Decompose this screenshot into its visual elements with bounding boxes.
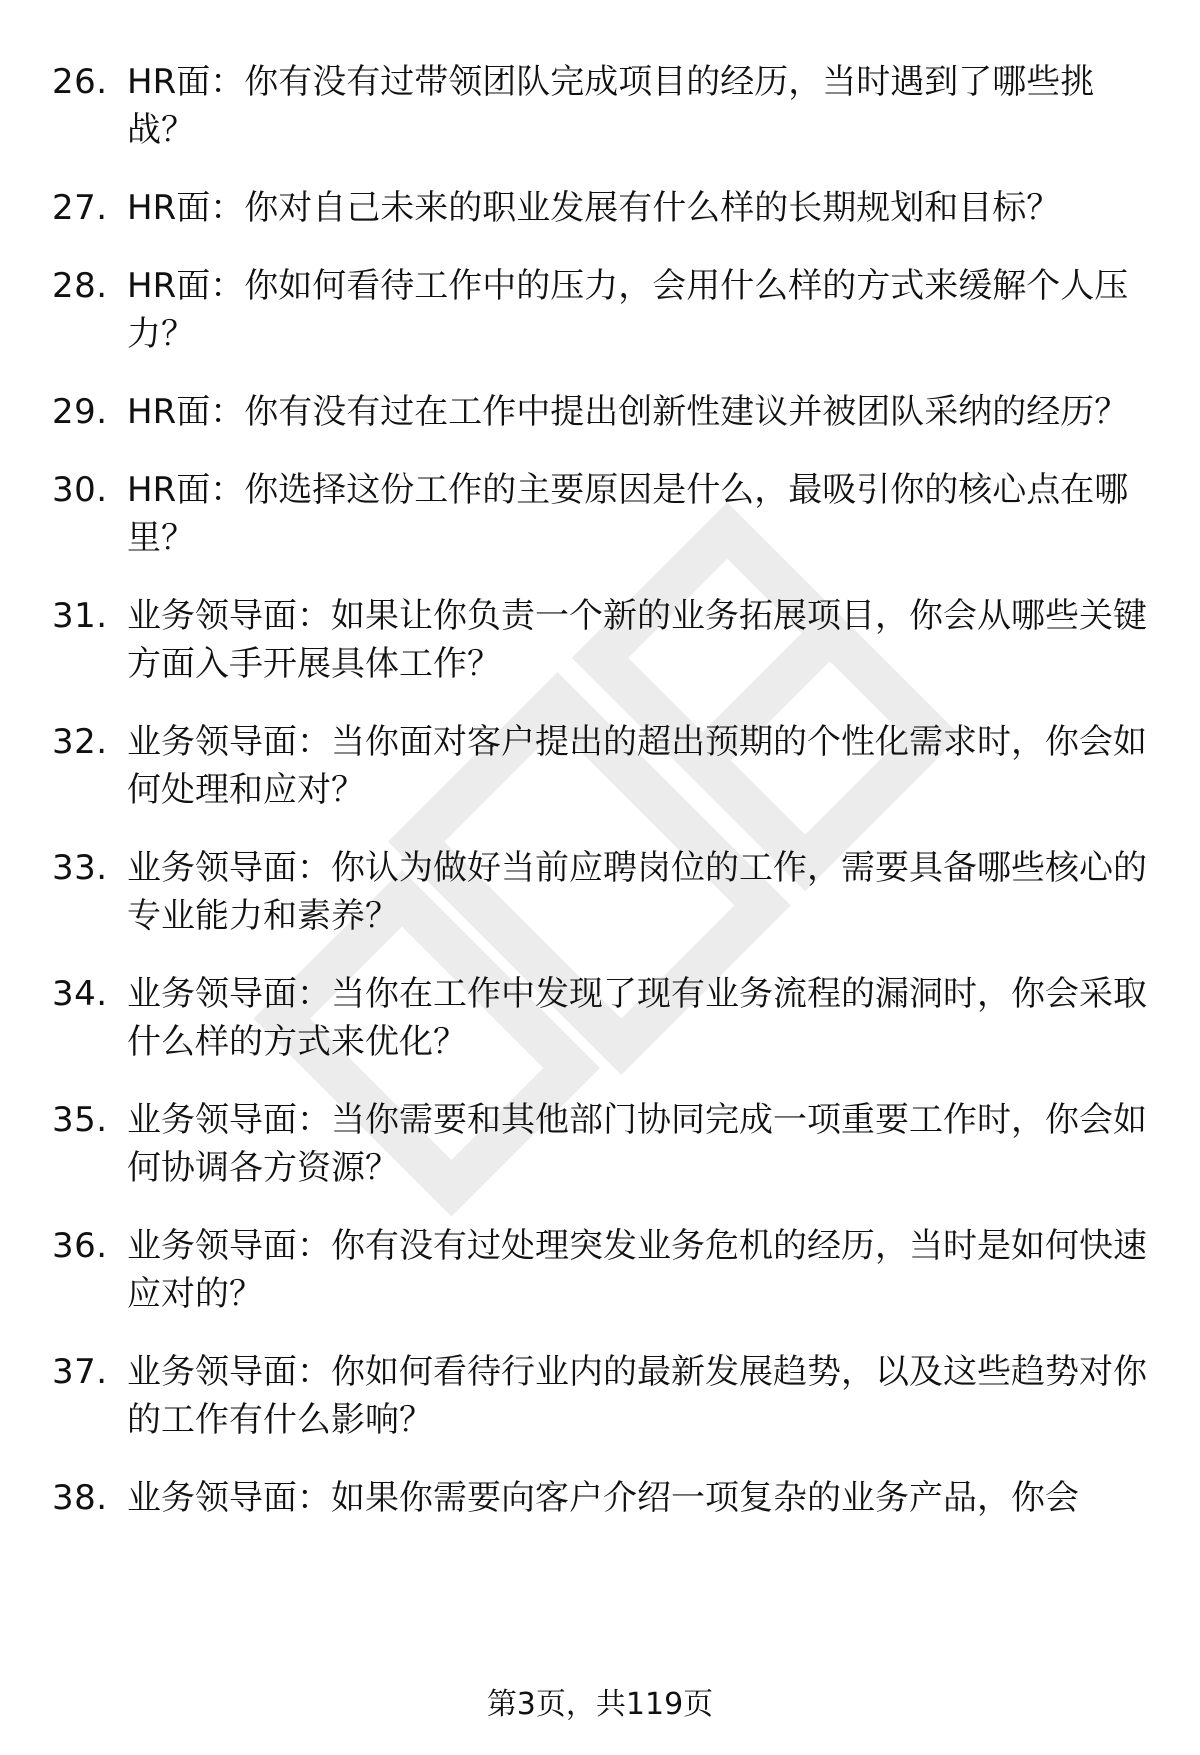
question-text: 业务领导面：当你面对客户提出的超出预期的个性化需求时，你会如何处理和应对？	[127, 722, 1147, 810]
question-text: 业务领导面：当你需要和其他部门协同完成一项重要工作时，你会如何协调各方资源？	[127, 1100, 1147, 1188]
question-item	[0, 388, 1200, 436]
question-item	[0, 466, 1200, 562]
question-number: 38.	[52, 1478, 108, 1518]
question-text: 业务领导面：你如何看待行业内的最新发展趋势，以及这些趋势对你的工作有什么影响？	[127, 1352, 1147, 1440]
question-number: 28.	[52, 266, 108, 306]
question-number: 26.	[52, 62, 108, 102]
question-item	[0, 262, 1200, 358]
question-item	[0, 970, 1200, 1066]
question-number: 37.	[52, 1352, 108, 1392]
question-item	[0, 184, 1200, 232]
question-text: HR面：你有没有过在工作中提出创新性建议并被团队采纳的经历？	[127, 392, 1129, 432]
question-number: 34.	[52, 974, 108, 1014]
question-text: HR面：你有没有过带领团队完成项目的经历，当时遇到了哪些挑战？	[127, 62, 1095, 150]
question-text: 业务领导面：如果让你负责一个新的业务拓展项目，你会从哪些关键方面入手开展具体工作？	[127, 596, 1147, 684]
question-number: 31.	[52, 596, 108, 636]
question-item	[0, 1474, 1200, 1522]
question-item	[0, 844, 1200, 940]
question-item	[0, 1222, 1200, 1318]
question-number: 30.	[52, 470, 108, 510]
question-text: 业务领导面：你认为做好当前应聘岗位的工作，需要具备哪些核心的专业能力和素养？	[127, 848, 1147, 936]
question-list	[0, 58, 1200, 1552]
question-item	[0, 718, 1200, 814]
question-text: 业务领导面：如果你需要向客户介绍一项复杂的业务产品，你会	[127, 1478, 1079, 1518]
question-text: HR面：你对自己未来的职业发展有什么样的长期规划和目标？	[127, 188, 1061, 228]
question-text: 业务领导面：当你在工作中发现了现有业务流程的漏洞时，你会采取什么样的方式来优化？	[127, 974, 1147, 1062]
question-number: 32.	[52, 722, 108, 762]
question-number: 35.	[52, 1100, 108, 1140]
question-item	[0, 1096, 1200, 1192]
question-text: 业务领导面：你有没有过处理突发业务危机的经历，当时是如何快速应对的？	[127, 1226, 1147, 1314]
question-number: 27.	[52, 188, 108, 228]
question-item	[0, 592, 1200, 688]
question-number: 29.	[52, 392, 108, 432]
question-item	[0, 58, 1200, 154]
question-number: 33.	[52, 848, 108, 888]
question-number: 36.	[52, 1226, 108, 1266]
question-item	[0, 1348, 1200, 1444]
page-footer: 第3页，共119页	[486, 1687, 714, 1722]
question-text: HR面：你选择这份工作的主要原因是什么，最吸引你的核心点在哪里？	[127, 470, 1129, 558]
question-text: HR面：你如何看待工作中的压力，会用什么样的方式来缓解个人压力？	[127, 266, 1129, 354]
